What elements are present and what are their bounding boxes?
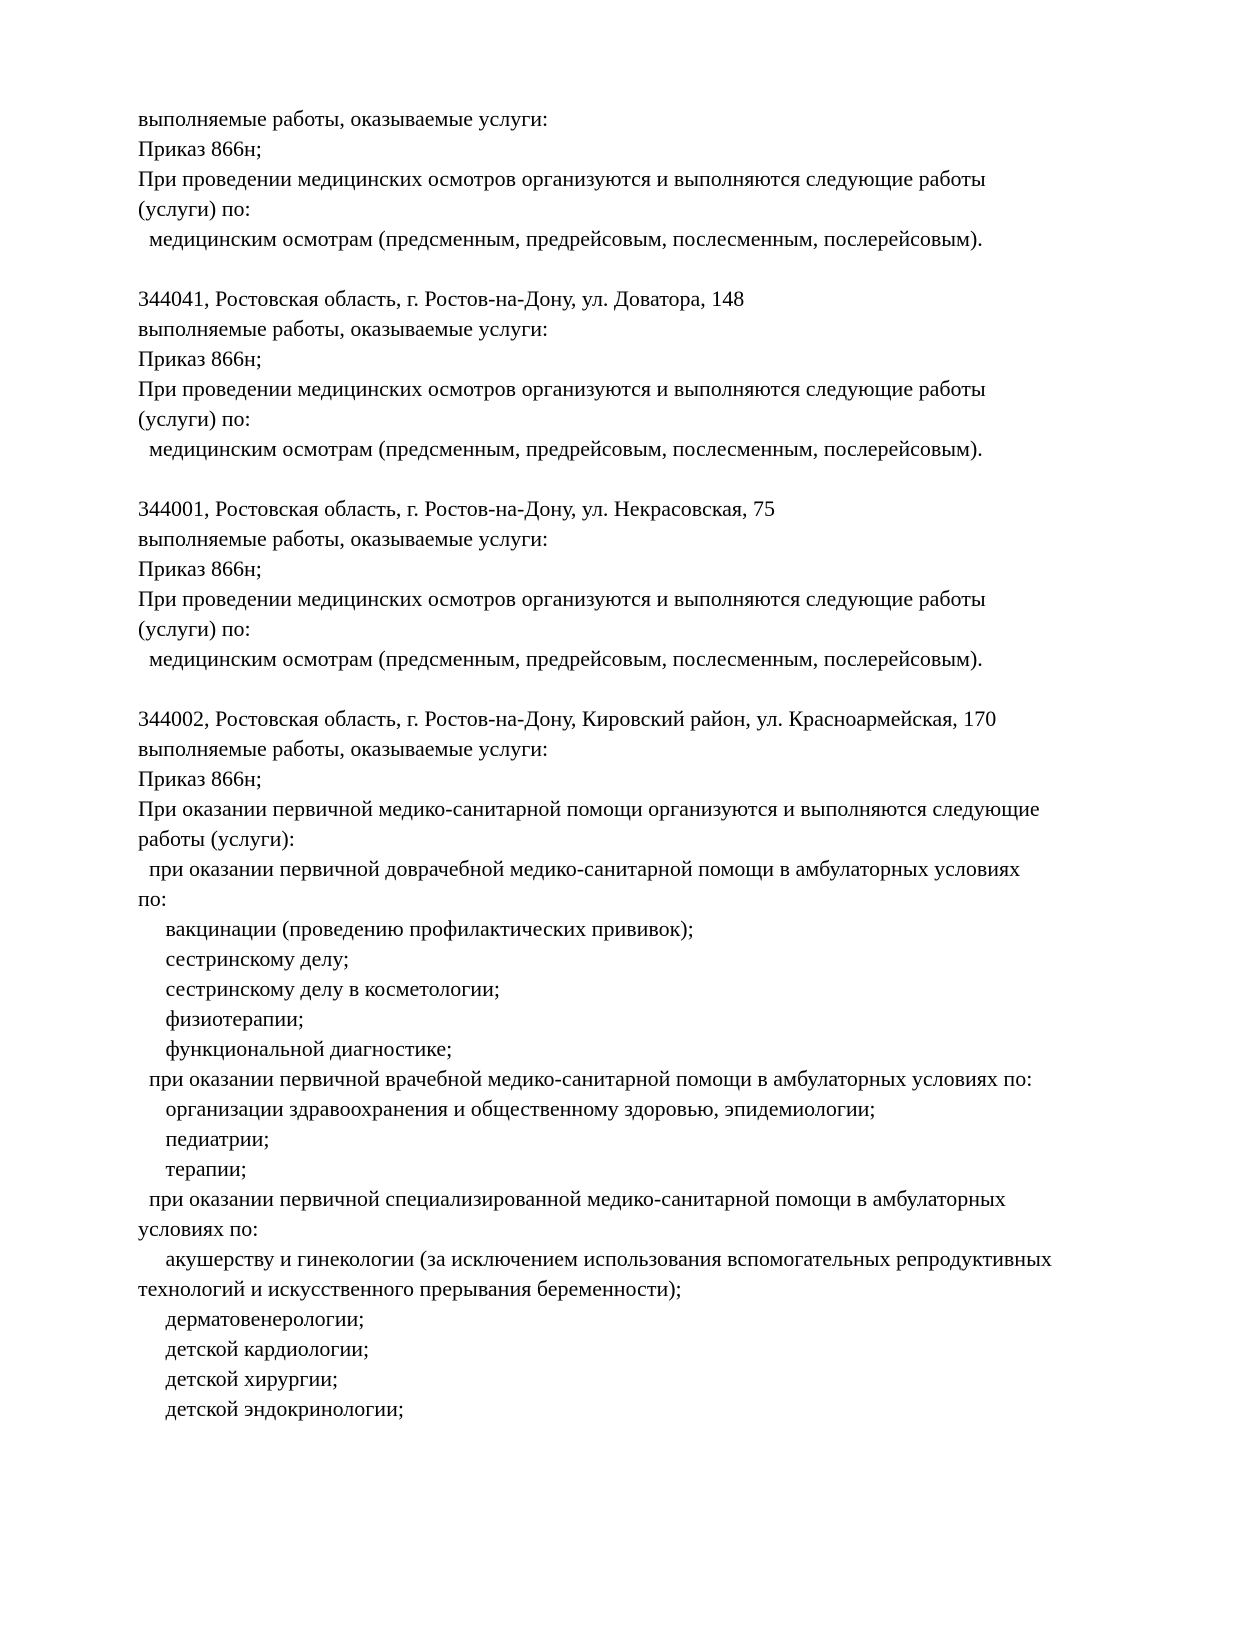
works-services-label: выполняемые работы, оказываемые услуги: (138, 526, 549, 551)
service-group-line: при оказании первичной специализированной медико-санитарной помощи в амбулаторных (138, 1186, 1006, 1211)
service-scope-line: При проведении медицинских осмотров организуются и выполняются следующие работы (138, 586, 986, 611)
service-scope-line: При проведении медицинских осмотров организуются и выполняются следующие работы (138, 166, 986, 191)
order-866n-label: Приказ 866н; (138, 346, 262, 371)
service-item: сестринскому делу; (138, 946, 350, 971)
service-item: детской эндокринологии; (138, 1396, 404, 1421)
order-866n-label: Приказ 866н; (138, 556, 262, 581)
address-line: 344001, Ростовская область, г. Ростов-на-Дону, ул. Некрасовская, 75 (138, 496, 776, 521)
service-item: детской кардиологии; (138, 1336, 370, 1361)
service-item: технологий и искусственного прерывания беременности); (138, 1276, 682, 1301)
service-scope-line: (услуги) по: (138, 196, 251, 221)
address-line: 344002, Ростовская область, г. Ростов-на-Дону, Кировский район, ул. Красноармейская, 170 (138, 706, 997, 731)
order-866n-label: Приказ 866н; (138, 136, 262, 161)
service-scope-line: работы (услуги): (138, 826, 295, 851)
service-item: педиатрии; (138, 1126, 270, 1151)
service-scope-line: При оказании первичной медико-санитарной помощи организуются и выполняются следующие (138, 796, 1040, 821)
address-line: 344041, Ростовская область, г. Ростов-на-Дону, ул. Доватора, 148 (138, 286, 745, 311)
service-item: организации здравоохранения и общественному здоровью, эпидемиологии; (138, 1096, 876, 1121)
service-item: физиотерапии; (138, 1006, 304, 1031)
service-scope-line: При проведении медицинских осмотров организуются и выполняются следующие работы (138, 376, 986, 401)
service-item: сестринскому делу в косметологии; (138, 976, 500, 1001)
service-item: медицинским осмотрам (предсменным, предрейсовым, послесменным, послерейсовым). (138, 436, 983, 461)
service-group-line: при оказании первичной врачебной медико-санитарной помощи в амбулаторных условиях по: (138, 1066, 1033, 1091)
service-item: терапии; (138, 1156, 247, 1181)
service-item: медицинским осмотрам (предсменным, предрейсовым, послесменным, послерейсовым). (138, 226, 983, 251)
order-866n-label: Приказ 866н; (138, 766, 262, 791)
service-item: детской хирургии; (138, 1366, 339, 1391)
service-group-line: при оказании первичной доврачебной медико-санитарной помощи в амбулаторных условиях (138, 856, 1021, 881)
license-entry-3 (138, 494, 1200, 674)
service-group-line: условиях по: (138, 1216, 259, 1241)
works-services-label: выполняемые работы, оказываемые услуги: (138, 316, 549, 341)
service-item: акушерству и гинекологии (за исключением использования вспомогательных репродуктивных (138, 1246, 1052, 1271)
service-group-line: по: (138, 886, 167, 911)
license-entry-2 (138, 284, 1200, 464)
service-item: медицинским осмотрам (предсменным, предрейсовым, послесменным, послерейсовым). (138, 646, 983, 671)
service-item: вакцинации (проведению профилактических прививок); (138, 916, 694, 941)
service-scope-line: (услуги) по: (138, 406, 251, 431)
license-entry-4 (138, 704, 1200, 1424)
service-scope-line: (услуги) по: (138, 616, 251, 641)
service-item: дерматовенерологии; (138, 1306, 365, 1331)
license-entry-1 (138, 104, 1200, 254)
works-services-label: выполняемые работы, оказываемые услуги: (138, 106, 549, 131)
service-item: функциональной диагностике; (138, 1036, 453, 1061)
works-services-label: выполняемые работы, оказываемые услуги: (138, 736, 549, 761)
